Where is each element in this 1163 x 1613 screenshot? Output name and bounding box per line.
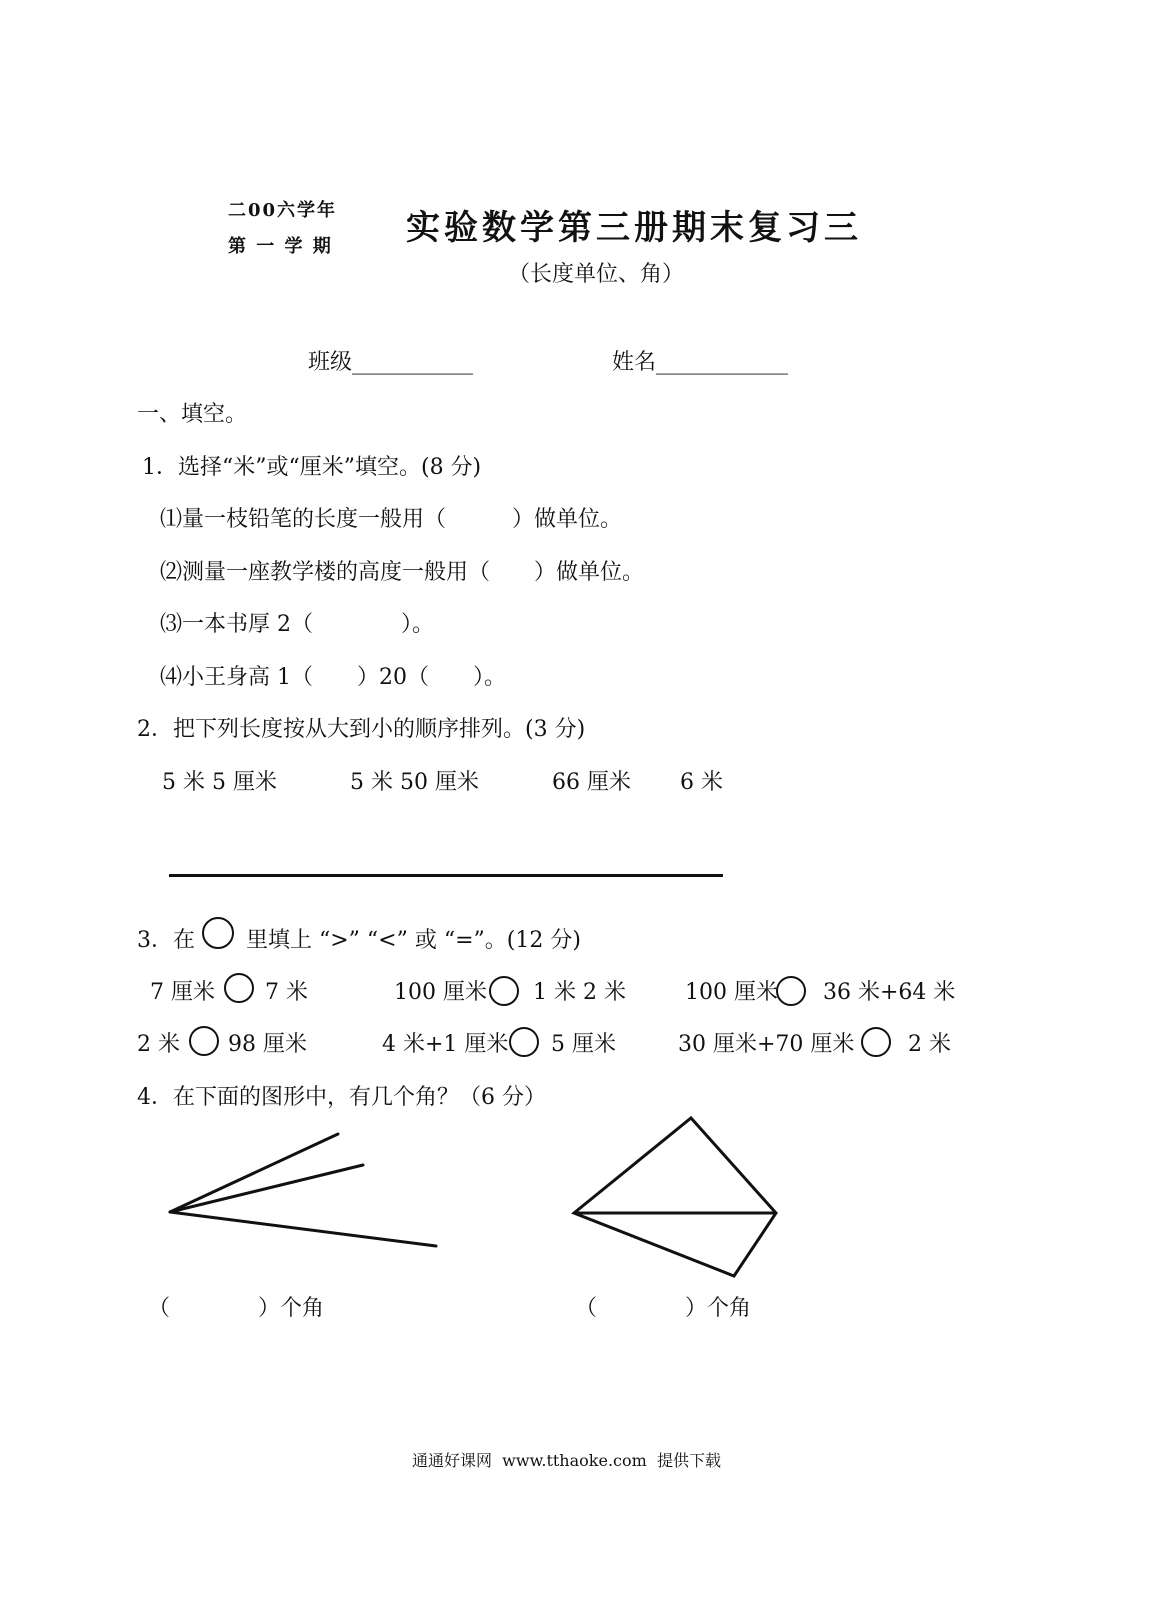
compare-right: 1 米 2 米: [533, 980, 626, 1005]
ray-line: [170, 1165, 363, 1212]
class-field-label: 班级___________: [308, 350, 474, 375]
question-2-prompt: 2．把下列长度按从大到小的顺序排列。(3 分): [137, 717, 586, 742]
length-value: 5 米 5 厘米: [162, 770, 277, 795]
question-1-item: ⑴量一枝铅笔的长度一般用（ ）做单位。: [160, 507, 623, 532]
compare-right: 7 米: [265, 980, 308, 1005]
compare-left: 4 米+1 厘米: [382, 1032, 509, 1057]
compare-right: 5 厘米: [551, 1032, 616, 1057]
question-1-item: ⑶一本书厚 2（ ）。: [160, 612, 434, 637]
question-1-item: ⑷小王身高 1（ ）20（ ）。: [160, 665, 506, 690]
compare-right: 98 厘米: [228, 1032, 307, 1057]
compare-left: 100 厘米: [394, 980, 487, 1005]
name-field-label: 姓名____________: [612, 350, 789, 375]
page-subtitle: （长度单位、角）: [508, 262, 685, 287]
question-3-prompt-start: 3．在: [137, 928, 195, 953]
compare-left: 100 厘米: [685, 980, 778, 1005]
answer-blank-right: （ ）个角: [575, 1296, 752, 1321]
quadrilateral-figure: [574, 1118, 776, 1276]
question-3-prompt-end: 里填上 “>” “<” 或 “=”。(12 分): [246, 928, 581, 953]
compare-right: 36 米+64 米: [823, 980, 956, 1005]
compare-right: 2 米: [908, 1032, 951, 1057]
question-4-prompt: 4．在下面的图形中，有几个角？（6 分）: [137, 1085, 546, 1110]
semester-label: 第 一 学 期: [228, 236, 333, 257]
compare-left: 7 厘米: [150, 980, 215, 1005]
question-1-prompt: 1．选择“米”或“厘米”填空。(8 分): [142, 455, 482, 480]
school-year-label: 二00六学年: [228, 200, 338, 221]
length-value: 6 米: [680, 770, 723, 795]
ray-line: [170, 1134, 338, 1212]
section-heading: 一、填空。: [137, 402, 248, 427]
answer-blank-left: （ ）个角: [148, 1296, 325, 1321]
page-title: 实验数学第三册期末复习三: [406, 208, 862, 248]
quadrilateral-outline: [574, 1118, 776, 1276]
question-1-item: ⑵测量一座教学楼的高度一般用（ ）做单位。: [160, 560, 645, 585]
length-value: 5 米 50 厘米: [350, 770, 479, 795]
ray-line: [170, 1212, 436, 1246]
length-value: 66 厘米: [552, 770, 631, 795]
compare-left: 2 米: [137, 1032, 180, 1057]
footer-credit: 通通好课网 www.tthaoke.com 提供下载: [412, 1451, 721, 1470]
ray-figure: [170, 1134, 436, 1246]
compare-left: 30 厘米+70 厘米: [678, 1032, 855, 1057]
